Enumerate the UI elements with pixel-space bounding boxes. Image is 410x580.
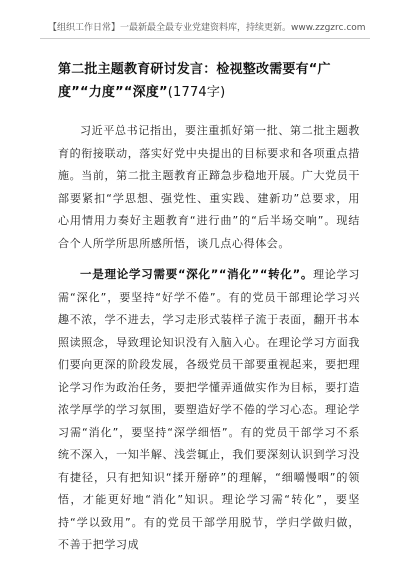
document-title: 第二批主题教育研讨发言：检视整改需要有“广度”“力度”“深度”	[58, 62, 331, 100]
section-heading: 一是理论学习需要“深化”“消化”“转化”。	[80, 267, 314, 281]
document-body	[58, 120, 360, 557]
header-divider	[40, 38, 370, 39]
section-paragraph	[58, 263, 360, 557]
header-banner: 【组织工作日常】一最新最全最专业党建资料库，持续更新。www.zzgzrc.com	[48, 23, 366, 33]
intro-paragraph: 习近平总书记指出，要注重抓好第一批、第二批主题教育的衔接联动，落实好党中央提出的目标要求和各项重点措施。当前，第二批主题教育正蹄急步稳地开展。广大党员干部要紧扣“学思想、强党性、重实践、建新功”总要求，用心用情用力奏好主题教育“进行曲”的“后半场交响”。现结合个人所学所思所感所悟，谈几点心得体会。	[58, 124, 360, 250]
document-title-block	[58, 58, 358, 104]
section-body: 理论学习需“深化”，要坚持“好学不倦”。有的党员干部理论学习兴趣不浓，学不进去，学习走形式装样子流于表面，翻开书本照读照念，导致理论知识没有入脑入心。在理论学习方面我们要向更深的阶段发展，各级党员干部要重视起来，要把理论学习作为政治任务，要把学懂弄通做实作为目标，要打造浓学厚学的学习氛围，要塑造好学不倦的学习心态。理论学习需“消化”，要坚持“深学细悟”。有的党员干部学习不系统不深入，一知半解、浅尝辄止，我们要深刻认识到学习没有捷径，只有把知识“揉开掰碎”的理解，“细嚼慢咽”的领悟，才能更好地“消化”知识。理论学习需“转化”，要坚持“学以致用”。有的党员干部学用脱节，学归学做归做，不善于把学习成	[58, 268, 360, 551]
word-count: (1774字)	[167, 85, 226, 100]
